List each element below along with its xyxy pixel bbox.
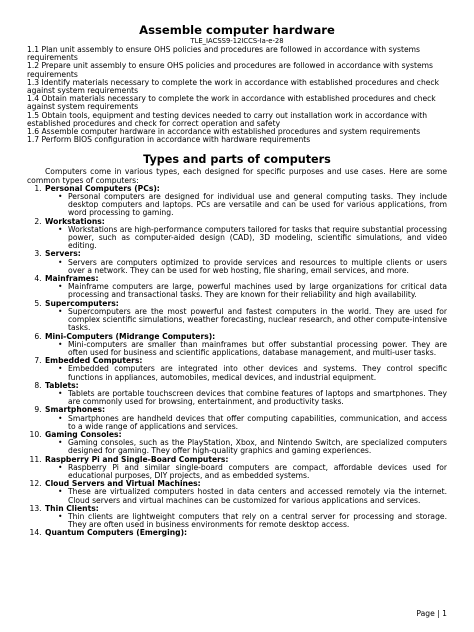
type-description: • Thin clients are lightweight computers that rely on a central server for processing and storage. They are often used in business environments for remote desktop access. — [68, 513, 447, 529]
list-item — [44, 333, 447, 358]
type-name: Thin Clients: — [45, 503, 99, 513]
type-name: Mini-Computers (Midrange Computers): — [45, 331, 216, 341]
type-description: • Embedded computers are integrated into other devices and systems. They control specific functions in appliances, automobiles, medical devices, and industrial equipment. — [68, 365, 447, 381]
type-name: Gaming Consoles: — [45, 429, 122, 439]
list-item — [44, 529, 447, 537]
list-item — [44, 382, 447, 407]
type-name: Mainframes: — [45, 274, 99, 284]
type-description: • Mini-computers are smaller than mainframes but offer substantial processing power. They are often used for business and scientific applications, database management, and multi-user tasks. — [68, 341, 447, 357]
type-description: • Raspberry Pi and similar single-board computers are compact, affordable devices used for educational purposes, DIY projects, and as embedded systems. — [68, 464, 447, 480]
type-name: Supercomputers: — [45, 298, 119, 308]
list-item — [44, 480, 447, 505]
type-description: • These are virtualized computers hosted in data centers and accessed remotely via the internet. Cloud servers and virtual machines can be customized for various applications and services. — [68, 488, 447, 504]
page-content — [27, 24, 447, 538]
list-item — [44, 275, 447, 300]
objective-item: 1.1 Plan unit assembly to ensure OHS policies and procedures are followed in accordance with systems requirements — [27, 45, 420, 63]
type-description: • Gaming consoles, such as the PlayStation, Xbox, and Nintendo Switch, are specialized computers designed for gaming. They offer high-quality graphics and gaming experiences. — [68, 439, 447, 455]
type-name: Raspberry Pi and Single-Board Computers: — [45, 454, 229, 464]
type-name: Personal Computers (PCs): — [45, 183, 160, 193]
type-description: • Tablets are portable touchscreen devices that combine features of laptops and smartphones. They are commonly used for browsing, entertainment, and productivity tasks. — [68, 390, 447, 406]
objective-item: 1.7 Perform BIOS configuration in accordance with hardware requirements — [27, 135, 311, 145]
objective-item: 1.4 Obtain materials necessary to complete the work in accordance with established procedures and check against system requirements — [27, 94, 436, 112]
list-item — [44, 185, 447, 218]
page-number: Page | 1 — [416, 609, 447, 618]
list-item — [44, 357, 447, 382]
type-description: • Supercomputers are the most powerful and fastest computers in the world. They are used for complex scientific simulations, weather forecasting, nuclear research, and other compute-intensive tasks. — [68, 308, 447, 333]
type-name: Embedded Computers: — [45, 356, 143, 366]
competency-code: TLE_IACSS9-12ICCS-Ia-e-28 — [190, 37, 284, 45]
type-name: Smartphones: — [45, 405, 106, 415]
type-name: Cloud Servers and Virtual Machines: — [45, 479, 201, 489]
list-item — [44, 300, 447, 333]
objective-item: 1.3 Identify materials necessary to complete the work in accordance with established procedures and check against system requirements — [27, 77, 440, 96]
objective-item: 1.6 Assemble computer hardware in accordance with established procedures and system requirements — [27, 127, 421, 137]
objective-item: 1.5 Obtain tools, equipment and testing devices needed to carry out installation work in accordance with established procedures and check for correct operation and safety — [27, 110, 428, 128]
type-description: • Workstations are high-performance computers tailored for tasks that require substantial processing power, such as computer-aided design (CAD), 3D modeling, scientific simulations, and video editing. — [68, 226, 447, 251]
type-description: • Smartphones are handheld devices that offer computing capabilities, communication, and access to a wide range of applications and services. — [68, 415, 447, 431]
type-description: • Personal computers are designed for individual use and general computing tasks. They include desktop computers and laptops. PCs are versatile and can be used for various applications, from word processing to gaming. — [68, 193, 447, 218]
type-name: Servers: — [45, 249, 81, 259]
learning-objectives — [27, 46, 447, 144]
type-description: • Servers are computers optimized to provide services and resources to multiple clients or users over a network. They can be used for web hosting, file sharing, email services, and more. — [68, 259, 447, 275]
list-item — [44, 250, 447, 275]
intro-paragraph: Computers come in various types, each designed for specific purposes and use cases. Here are some common types of computers: — [27, 167, 447, 185]
type-name: Tablets: — [45, 380, 79, 390]
type-name: Quantum Computers (Emerging): — [45, 528, 188, 538]
document-title: Assemble computer hardware — [139, 23, 335, 37]
type-name: Workstations: — [45, 216, 105, 226]
list-item — [44, 431, 447, 456]
section-title: Types and parts of computers — [143, 153, 331, 167]
list-item — [44, 406, 447, 431]
list-item — [44, 218, 447, 251]
list-item — [44, 456, 447, 481]
computer-types-list — [27, 185, 447, 538]
objective-item: 1.2 Prepare unit assembly to ensure OHS policies and procedures are followed in accordance with systems requirements — [27, 61, 433, 79]
type-description: • Mainframe computers are large, powerful machines used by large organizations for critical data processing and transactional tasks. They are known for their reliability and high availability. — [68, 283, 447, 299]
list-item — [44, 505, 447, 530]
